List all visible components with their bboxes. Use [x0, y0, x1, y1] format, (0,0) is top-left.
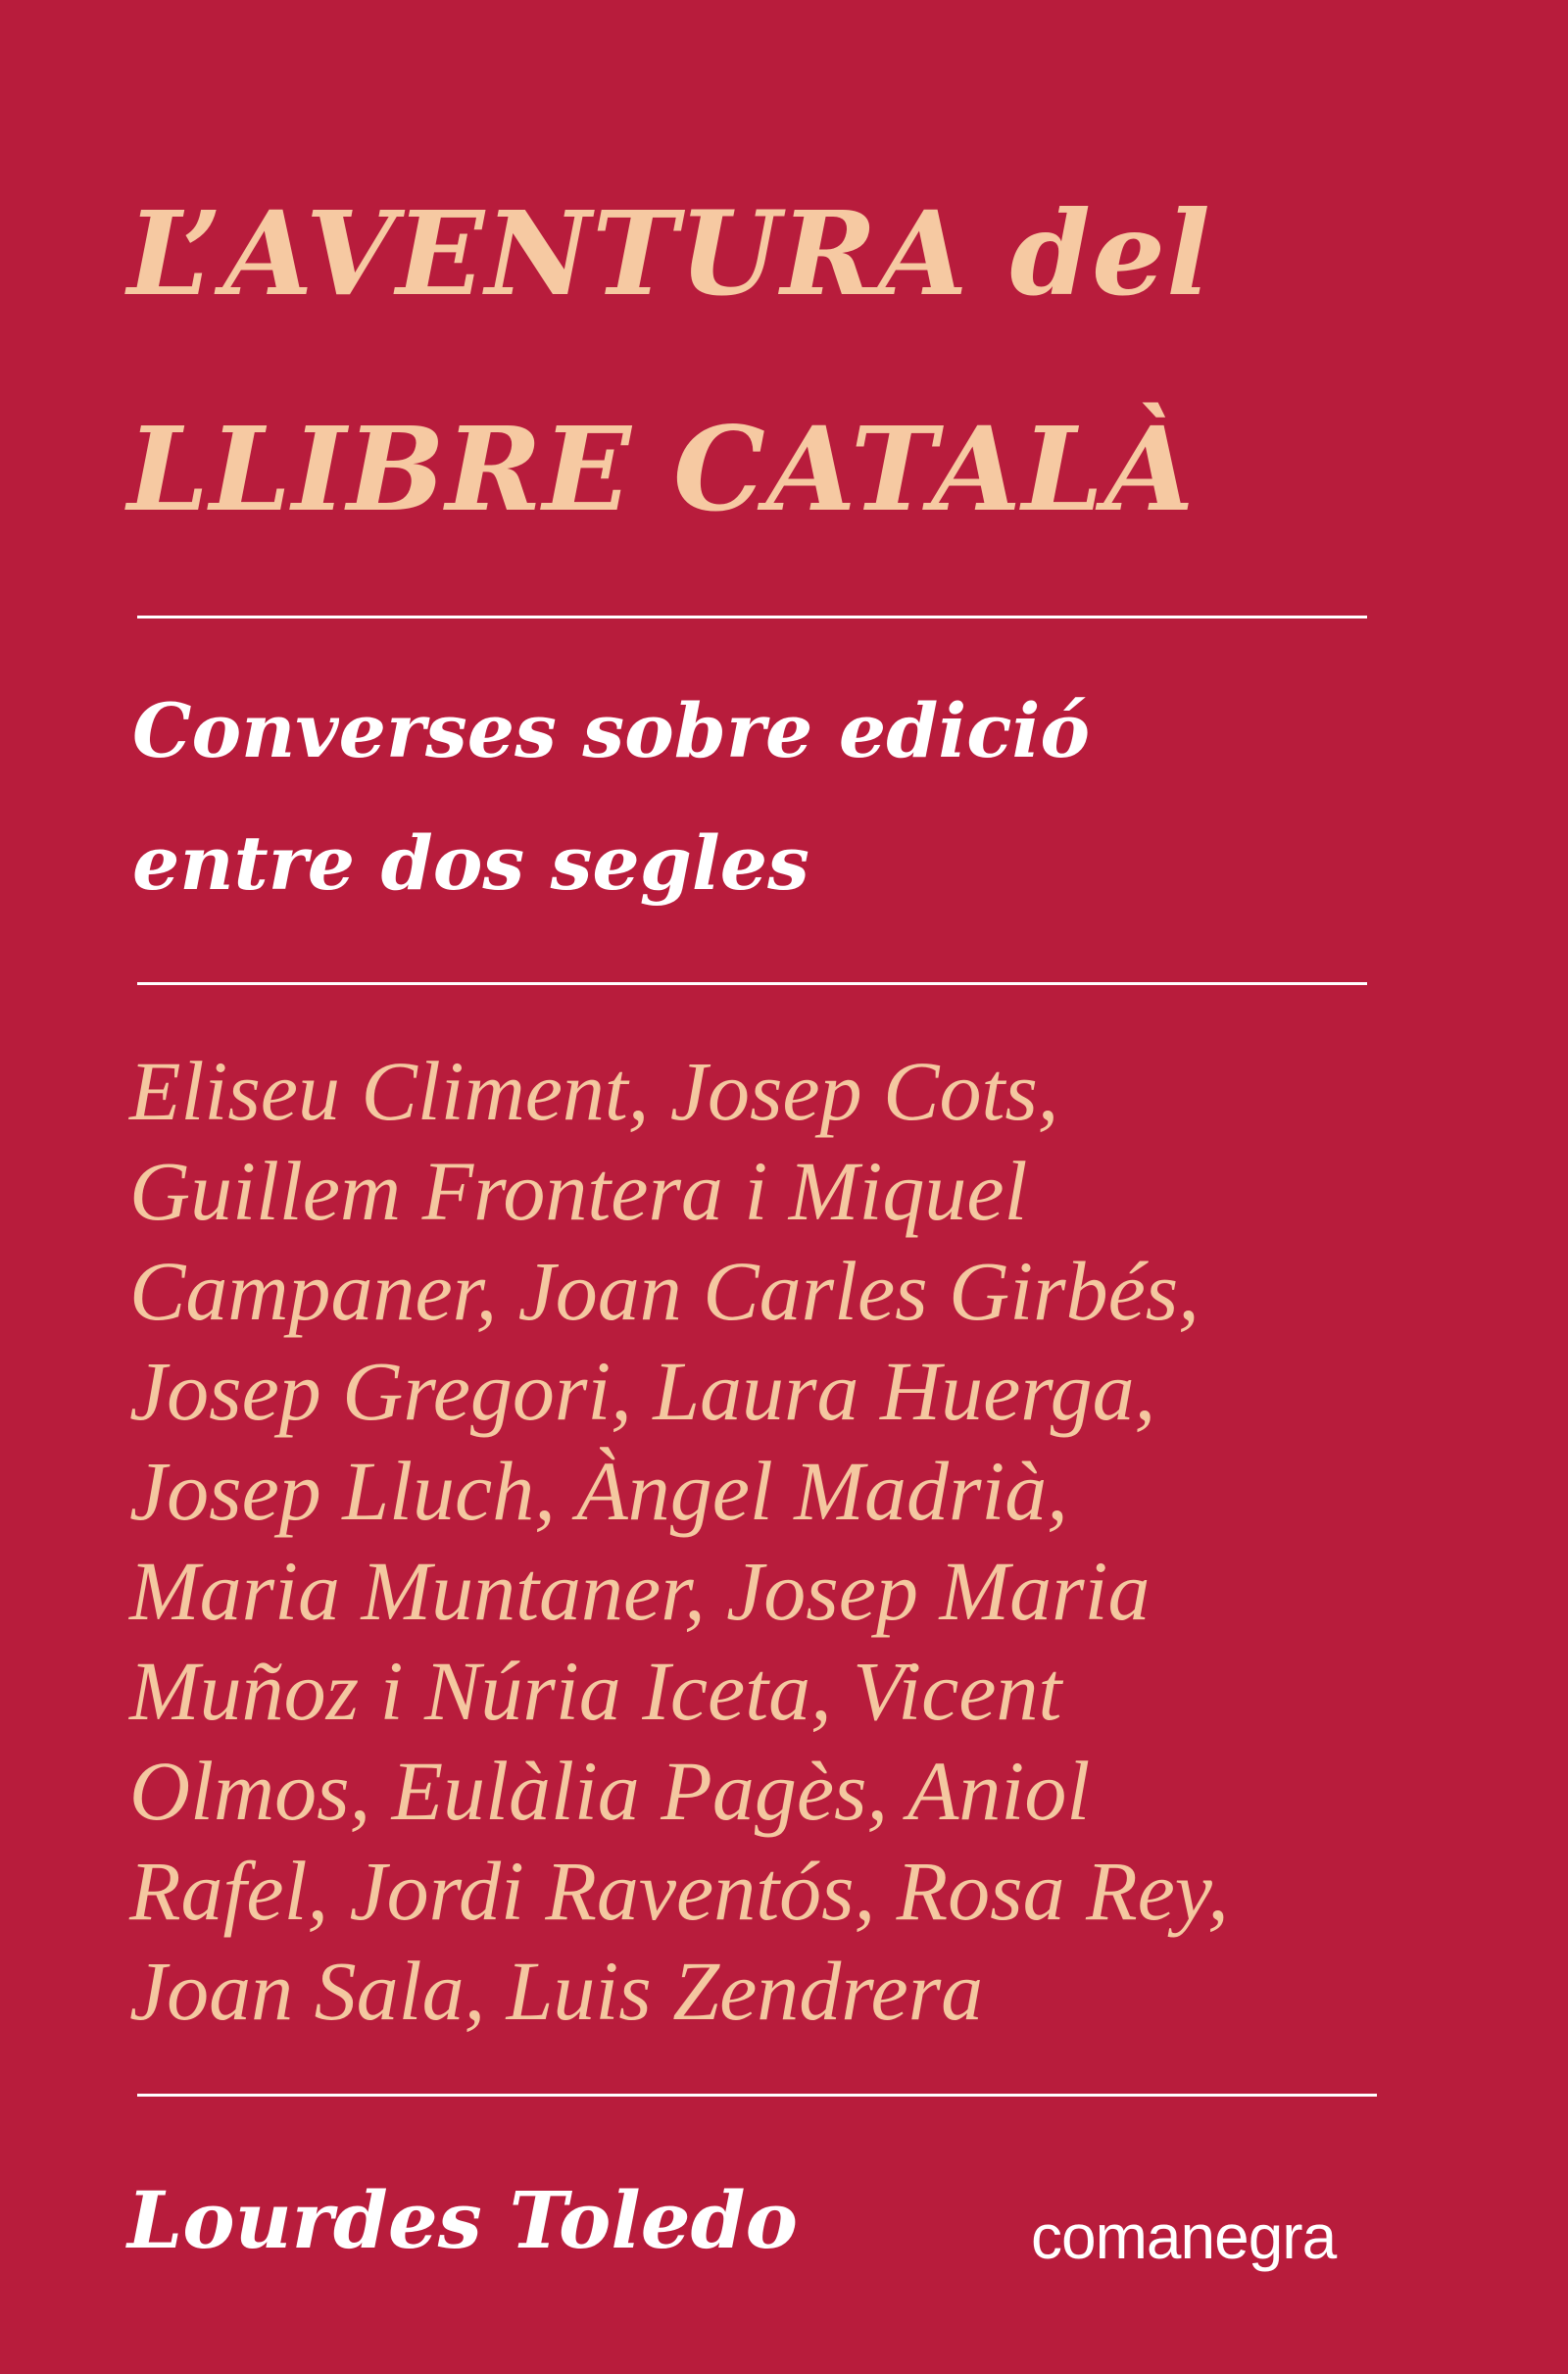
contributors-line-6: Maria Muntaner, Josep Maria [129, 1544, 1151, 1638]
divider-rule-top [137, 616, 1367, 618]
divider-rule-middle [137, 982, 1367, 985]
contributors-line-1: Eliseu Climent, Josep Cots, [129, 1044, 1059, 1138]
subtitle-line-2: entre dos segles [132, 819, 809, 907]
contributors-line-7: Muñoz i Núria Iceta, Vicent [129, 1644, 1062, 1738]
contributors-line-10: Joan Sala, Luis Zendrera [129, 1944, 984, 2038]
divider-rule-bottom [137, 2094, 1377, 2097]
contributors-line-3: Campaner, Joan Carles Girbés, [129, 1244, 1200, 1338]
contributors-line-4: Josep Gregori, Laura Huerga, [129, 1344, 1156, 1438]
author-name: Lourdes Toledo [127, 2174, 798, 2266]
publisher-name: comanegra [1031, 2201, 1337, 2272]
contributors-line-9: Rafel, Jordi Raventós, Rosa Rey, [129, 1844, 1229, 1938]
subtitle-line-1: Converses sobre edició [132, 687, 1091, 774]
contributors-line-8: Olmos, Eulàlia Pagès, Aniol [129, 1744, 1091, 1838]
contributors-list [129, 1041, 1452, 2041]
title-line-2: LLIBRE CATALÀ [127, 401, 1196, 537]
contributors-line-2: Guillem Frontera i Miquel [129, 1144, 1028, 1238]
title-line-1: L’AVENTURA del [127, 185, 1211, 321]
contributors-line-5: Josep Lluch, Àngel Madrià, [129, 1444, 1068, 1538]
